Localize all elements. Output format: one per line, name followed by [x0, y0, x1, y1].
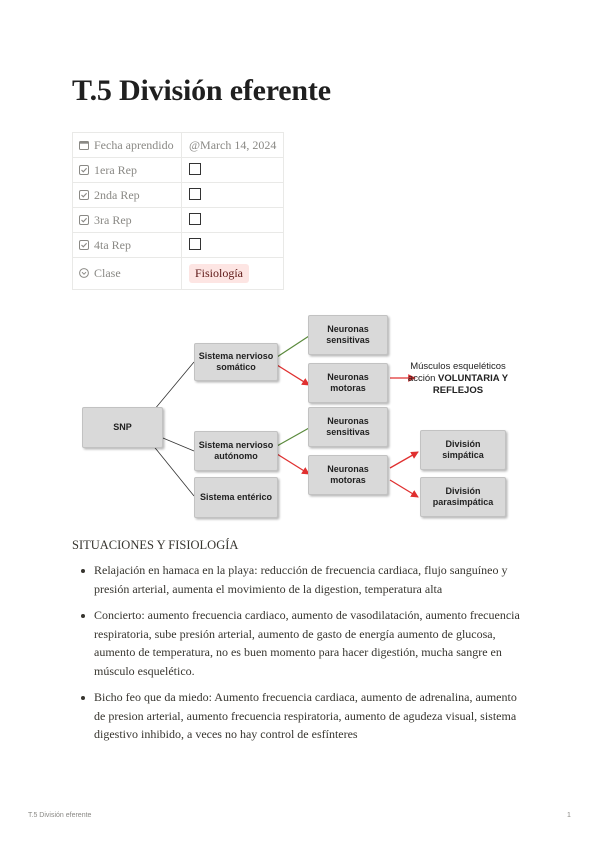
rep-4-checkbox[interactable] — [189, 238, 201, 250]
arrow-to-simpatica — [390, 452, 418, 468]
properties-table — [72, 132, 284, 290]
property-key: Fecha aprendido — [94, 137, 174, 152]
select-property-icon — [79, 268, 89, 278]
list-item: Relajación en hamaca en la playa: reducción de frecuencia cardiaca, flujo sanguíneo y presión arterial, aumenta el movimiento de la digestion, temperatura alta — [72, 561, 528, 598]
page-title: T.5 División eferente — [72, 74, 331, 107]
afferent-line-autonomic — [277, 428, 309, 446]
rep-3-checkbox[interactable] — [189, 213, 201, 225]
property-row-3ra-rep — [73, 208, 284, 233]
property-row-1era-rep — [73, 158, 284, 183]
efferent-arrow-autonomic — [277, 454, 309, 474]
rep-2-checkbox[interactable] — [189, 188, 201, 200]
snp-diagram — [72, 305, 528, 523]
property-row-2nda-rep — [73, 183, 284, 208]
checkbox-property-icon — [79, 215, 89, 225]
checkbox-property-icon — [79, 240, 89, 250]
rep-1-checkbox[interactable] — [189, 163, 201, 175]
box-aut-motoras: Neuronas motoras — [308, 455, 388, 495]
box-som-sensitivas: Neuronas sensitivas — [308, 315, 388, 355]
box-autonomo: Sistema nervioso autónomo — [194, 431, 278, 471]
property-key: Clase — [94, 266, 121, 280]
list-item: Bicho feo que da miedo: Aumento frecuencia cardiaca, aumento de adrenalina, aumento de presion arterial, aumento frecuencia respiratoria, aumento de agudeza visual, sistema digestivo inhibido, a veces no hay control de esfínteres — [72, 688, 528, 744]
section-heading: SITUACIONES Y FISIOLOGÍA — [72, 538, 239, 552]
box-parasimpatica: División parasimpática — [420, 477, 506, 517]
clase-tag[interactable]: Fisiología — [189, 264, 249, 283]
efferent-arrow-somatic — [277, 365, 309, 385]
calendar-icon — [79, 140, 89, 150]
checkbox-property-icon — [79, 165, 89, 175]
box-aut-sensitivas: Neuronas sensitivas — [308, 407, 388, 447]
footer-page-number: 1 — [567, 812, 571, 819]
arrow-to-parasimpatica — [390, 480, 418, 497]
property-key: 2nda Rep — [94, 187, 140, 202]
situaciones-list — [72, 561, 528, 752]
property-row-clase — [73, 258, 284, 290]
afferent-line-somatic — [277, 336, 309, 357]
box-som-motoras: Neuronas motoras — [308, 363, 388, 403]
property-row-4ta-rep — [73, 233, 284, 258]
box-enterico: Sistema entérico — [194, 477, 278, 518]
box-snp: SNP — [82, 407, 163, 448]
checkbox-property-icon — [79, 190, 89, 200]
property-value-date[interactable]: @March 14, 2024 — [182, 133, 284, 158]
property-key: 3ra Rep — [94, 212, 132, 227]
property-key: 1era Rep — [94, 162, 137, 177]
property-row-fecha — [73, 133, 284, 158]
property-key: 4ta Rep — [94, 237, 131, 252]
box-simpatica: División simpática — [420, 430, 506, 470]
list-item: Concierto: aumento frecuencia cardiaco, aumento de vasodilatación, aumento frecuencia respiratoria, sube presión arterial, aumento de gasto de energía aumento de glucosa, aumento de temperatura, no es buen momento para hacer digestión, mucha sangre en músculo esquelético. — [72, 606, 528, 680]
footer-title: T.5 División eferente — [28, 812, 92, 819]
musculos-esqueleticos-label: Músculos esqueléticos acción VOLUNTARIA Y REFLEJOS — [407, 361, 509, 396]
box-somatico: Sistema nervioso somático — [194, 343, 278, 381]
